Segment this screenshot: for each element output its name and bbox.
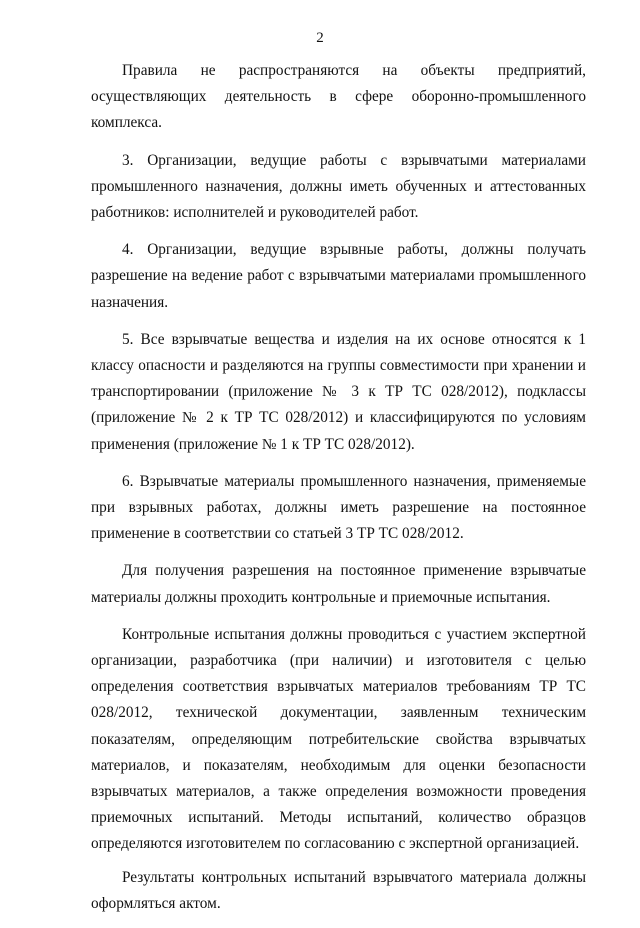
paragraph-test-results-act: Результаты контрольных испытаний взрывчатого материала должны оформляться актом. [91,868,586,912]
document-body [91,58,586,928]
page-number: 2 [316,30,324,46]
paragraph-4-work-permit: 4. Организации, ведущие взрывные работы, должны получать разрешение на ведение работ с взрывчатыми материалами промышленного назначения. [91,241,586,311]
paragraph-scope-exclusion: Правила не распространяются на объекты предприятий, осуществляющих деятельность в сфере оборонно-промышленного комплекса. [91,62,586,132]
paragraph-testing-requirement: Для получения разрешения на постоянное применение взрывчатые материалы должны проходить контрольные и приемочные испытания. [91,562,586,606]
paragraph-control-tests: Контрольные испытания должны проводиться с участием экспертной организации, разработчика (при наличии) и изготовителя с целью определения соответствия взрывчатых материалов требованиям ТР ТС 028/2012, технической документации, заявленным техническим показателям, определяющим потребительские свойства взрывчатых материалов, и показателям, необходимым для оценки безопасности взрывчатых материалов, а также определения возможности проведения приемочных испытаний. Методы испытаний, количество образцов определяются изготовителем по согласованию с экспертной организацией. [91,625,586,853]
paragraph-3-trained-personnel: 3. Организации, ведущие работы с взрывчатыми материалами промышленного назначения, должны иметь обученных и аттестованных работников: исполнителей и руководителей работ. [91,151,586,222]
paragraph-5-hazard-class: 5. Все взрывчатые вещества и изделия на их основе относятся к 1 классу опасности и разделяются на группы совместимости при хранении и транспортировании (приложение № 3 к ТР ТС 028/2012), подклассы (приложение № 2 к ТР ТС 028/2012) и классифицируются по условиям применения (приложение № 1 к ТР ТС 028/2012). [91,330,586,453]
paragraph-6-permanent-use-permit: 6. Взрывчатые материалы промышленного назначения, применяемые при взрывных работах, должны иметь разрешение на постоянное применение в соответствии со статьей 3 ТР ТС 028/2012. [91,472,586,543]
